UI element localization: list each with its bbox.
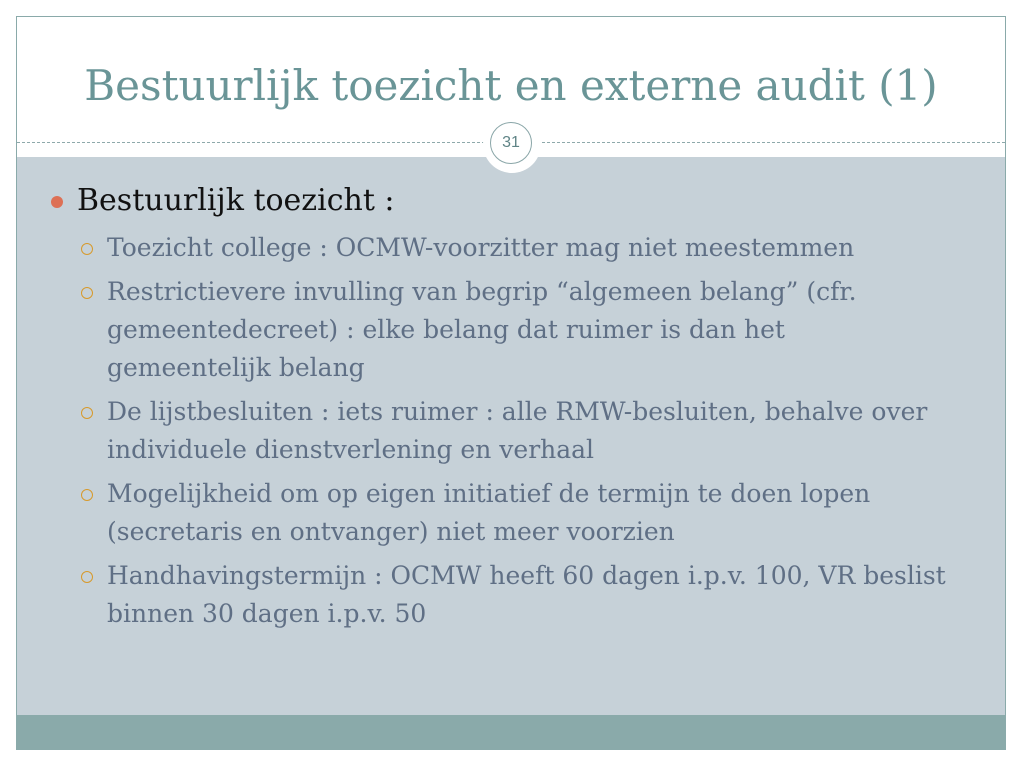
footer-band <box>17 715 1005 749</box>
sub-bullet-text: Mogelijkheid om op eigen initiatief de termijn te doen lopen (secretaris en ontvanger) niet meer voorzien <box>107 479 871 546</box>
sub-bullet-item <box>81 475 971 551</box>
bullet-dot-icon <box>51 196 63 208</box>
bullet-ring-icon <box>81 407 93 419</box>
slide-number-badge <box>485 117 539 171</box>
sub-bullet-item <box>81 273 971 387</box>
sub-bullet-text: Toezicht college : OCMW-voorzitter mag niet meestemmen <box>107 233 855 262</box>
sub-bullet-text: Handhavingstermijn : OCMW heeft 60 dagen i.p.v. 100, VR beslist binnen 30 dagen i.p.v. 50 <box>107 561 946 628</box>
bullet-ring-icon <box>81 243 93 255</box>
sub-bullet-item <box>81 393 971 469</box>
slide-number: 31 <box>490 122 532 164</box>
bullet-ring-icon <box>81 489 93 501</box>
bullet-text: Bestuurlijk toezicht : <box>77 183 395 218</box>
slide-title: Bestuurlijk toezicht en externe audit (1) <box>84 61 938 110</box>
bullet-ring-icon <box>81 287 93 299</box>
slide <box>16 16 1006 750</box>
sub-bullet-text: Restrictievere invulling van begrip “algemeen belang” (cfr. gemeentedecreet) : elke belang dat ruimer is dan het gemeentelijk belang <box>107 277 857 382</box>
bullet-ring-icon <box>81 571 93 583</box>
sub-bullet-text: De lijstbesluiten : iets ruimer : alle RMW-besluiten, behalve over individuele dienstverlening en verhaal <box>107 397 928 464</box>
bullet-item <box>51 181 971 221</box>
sub-bullet-item <box>81 557 971 633</box>
slide-content <box>51 181 971 639</box>
sub-bullet-item <box>81 229 971 267</box>
